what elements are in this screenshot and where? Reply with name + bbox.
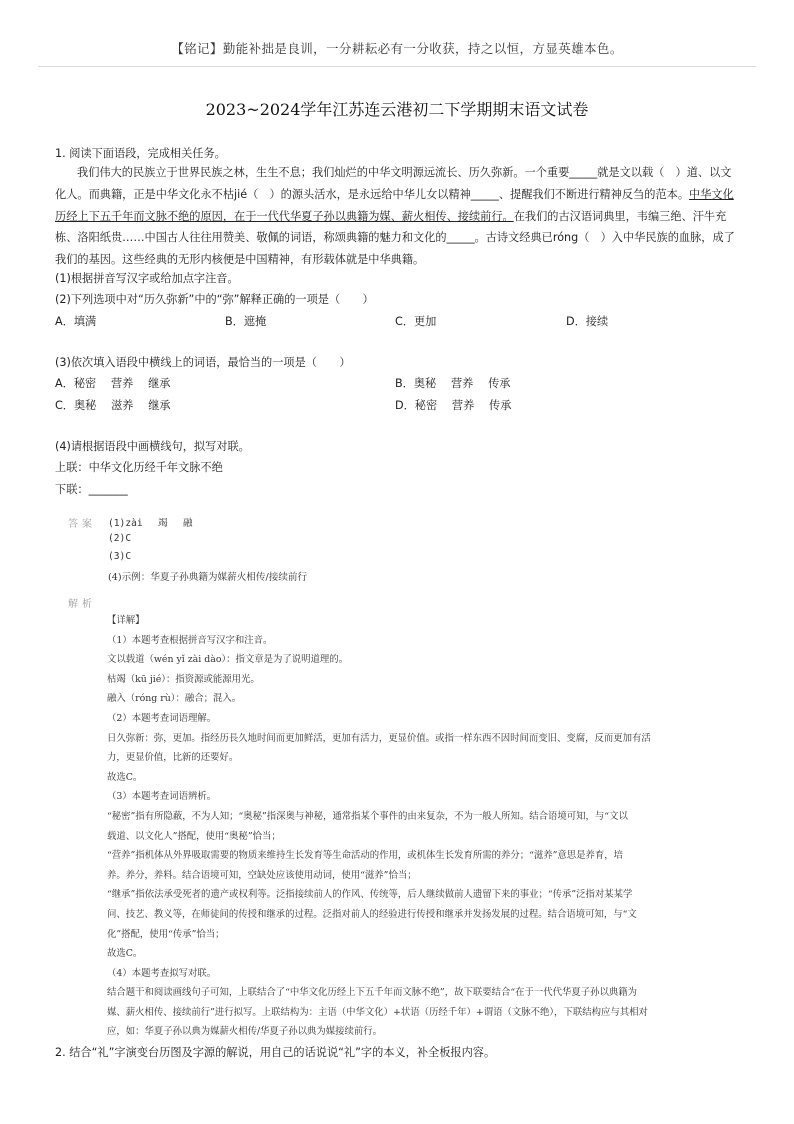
analysis-line: 日久弥新：弥，更加。指经历長久地时间而更加鲜活，更加有活力，更显价值。或指一样东西不因时间而变旧、变腐，反而更加有活 [107, 732, 651, 744]
analysis-label: 解析 [68, 599, 96, 610]
analysis-line: （4）本题考查拟写对联。 [107, 967, 217, 979]
option-2c: C．更加 [395, 315, 437, 328]
passage-underlined-sentence: 中华文化历经上下五千年而文脉不绝的原因，在于一代代华夏子孙以典籍为媒、薪火相传、接续前行。 [55, 187, 734, 223]
answer-line-3: (3)C [108, 551, 132, 562]
passage-end: 在我们的古汉语词典里，韦编三绝、汗牛充栋、洛阳纸贵……中国古人往往用赞美、敬佩的词语，称颂典籍的魅力和文化的_____。古诗文经典已róng（ ）入中华民族的血脉，成了我们的基因。这些经典的无形内核便是中国精神，有形载体就是中华典籍。 [55, 209, 735, 267]
analysis-line: “继承”指依法承受死者的遗产或权利等。泛指接续前人的作风、传统等，后人继续做前人遗留下来的事业；“传承”泛指对某某学 [107, 889, 633, 901]
upper-couplet: 上联：中华文化历经千年文脉不绝 [55, 461, 223, 474]
analysis-line: 力，更显价值，比新的还要好。 [107, 752, 239, 764]
analysis-line: （1）本题考查根据拼音写汉字和注音。 [107, 634, 273, 646]
option-3b: B．奥秘 营养 传承 [395, 377, 511, 390]
analysis-line: 故选C。 [107, 948, 143, 960]
analysis-line: “秘密”指有所隐蔽，不为人知；“奥秘”指深奥与神秘，通常指某个事件的由来复杂，不为一般人所知。结合语境可知，与“文以 [107, 810, 628, 822]
analysis-line: 应，如：华夏子孙以典为媒薪火相传/华夏子孙以典为媒接续前行。 [107, 1026, 383, 1038]
analysis-line: 文以载道（wén yǐ zài dào）：指文章是为了说明道理的。 [107, 654, 349, 666]
analysis-line: （3）本题考查词语辨析。 [107, 791, 217, 803]
analysis-line: 故选C。 [107, 771, 143, 783]
option-3c: C．奥秘 滋养 继承 [55, 399, 171, 412]
analysis-line: 【详解】 [107, 615, 145, 626]
answer-line-1: (1)zài 竭 融 [108, 518, 193, 529]
analysis-line: 养。养分，养料。结合语境可知，空缺处应该使用动词，使用“滋养”恰当； [107, 869, 417, 881]
page-title: 2023~2024学年江苏连云港初二下学期期末语文试卷 [205, 100, 589, 119]
sub-question-1: (1)根据拼音写汉字或给加点字注音。 [55, 272, 239, 285]
motto-banner: 【铭记】勤能补拙是良训，一分耕耘必有一分收获，持之以恒，方显英雄本色。 [171, 41, 623, 56]
analysis-line: 枯竭（kū jié）：指资源或能源用光。 [107, 673, 260, 685]
analysis-line: （2）本题考查词语理解。 [107, 712, 217, 724]
analysis-body [107, 611, 727, 1042]
sub-question-2: (2)下列选项中对“历久弥新”中的“弥”解释正确的一项是（ ） [55, 293, 374, 306]
analysis-line: 问、技艺、教义等，在师徒间的传授和继承的过程。泛指对前人的经验进行传授和继承并发扬发展的过程。结合语境可知，与“文 [107, 908, 637, 920]
sub-question-4: (4)请根据语段中画横线句，拟写对联。 [55, 440, 250, 453]
question-2-stem: 2. 结合“礼”字演变台历图及字源的解说，用自己的话说说“礼”字的本义，补全板报内容。 [55, 1046, 496, 1059]
option-2a: A．填满 [55, 315, 97, 328]
header-divider [38, 66, 756, 67]
analysis-line: “营养”指机体从外界吸取需要的物质来维持生长发育等生命活动的作用，或机体生长发育所需的养分；“滋养”意思是养育，培 [107, 850, 624, 862]
analysis-line: 载道、以文化人”搭配，使用“奥秘”恰当； [107, 830, 281, 842]
analysis-line: 化”搭配，使用“传承”恰当； [107, 928, 225, 940]
analysis-line: 结合题干和阅读画线句子可知，上联结合了“中华文化历经上下五千年而文脉不绝”，故下联要结合“在于一代代华夏子孙以典籍为 [107, 987, 638, 999]
question-1-passage [55, 162, 737, 271]
lower-couplet: 下联：_______ [55, 483, 128, 496]
answer-label: 答案 [68, 519, 96, 530]
answer-line-4: (4)示例：华夏子孙典籍为媒薪火相传/接续前行 [108, 572, 308, 583]
analysis-line: 媒、薪火相传、接续前行”进行拟写。上联结构为：主语（中华文化）+状语（历经千年）+谓语（文脉不绝），下联结构应与其相对 [107, 1006, 648, 1018]
analysis-line: 融入（róng rù）：融合；混入。 [107, 693, 242, 705]
answer-line-2: (2)C [108, 533, 132, 544]
option-2b: B．遮掩 [225, 315, 267, 328]
option-3a: A．秘密 营养 继承 [55, 377, 171, 390]
option-2d: D．接续 [566, 315, 609, 328]
sub-question-3: (3)依次填入语段中横线上的词语，最恰当的一项是（ ） [55, 356, 351, 369]
question-1-stem: 1. 阅读下面语段，完成相关任务。 [55, 147, 226, 160]
option-3d: D．秘密 营养 传承 [395, 399, 512, 412]
passage-start: 我们伟大的民族立于世界民族之林，生生不息；我们灿烂的中华文明源远流长、历久弥新。一个重要_____就是文以载（ ）道、以文化人。而典籍，正是中华文化永不枯jié（ ）的源头活水，是永远给中华儿女以精神_____、提醒我们不断进行精神反刍的范本。 [55, 166, 732, 201]
